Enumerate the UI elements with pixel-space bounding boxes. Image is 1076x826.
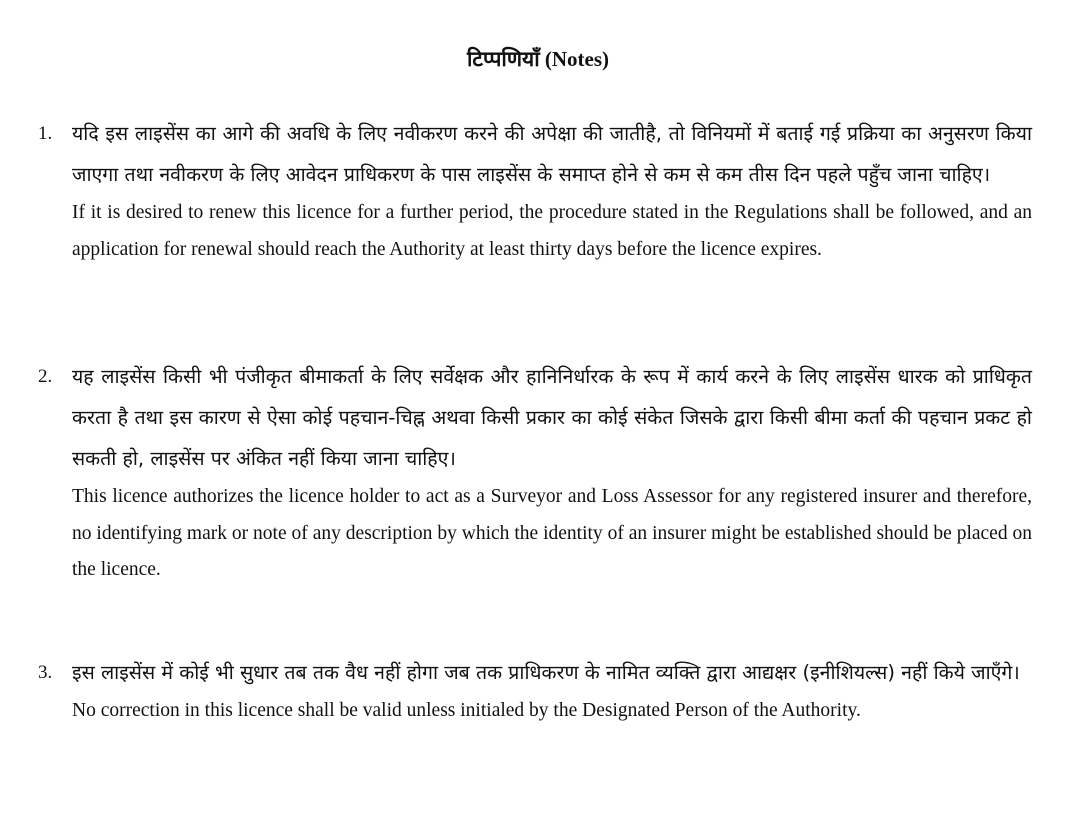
note-number: 2. xyxy=(38,366,53,387)
page-title: टिप्पणियाँ (Notes) xyxy=(466,47,610,71)
note-body xyxy=(72,652,1032,730)
note-number: 1. xyxy=(38,123,53,144)
note-number: 3. xyxy=(38,662,53,683)
note-english-text: No correction in this licence shall be valid unless initialed by the Designated Person of the Authority. xyxy=(72,700,861,721)
note-body xyxy=(72,356,1032,589)
note-english-text: This licence authorizes the licence holder to act as a Surveyor and Loss Assessor for any registered insurer and therefore, no identifying mark or note of any description by which the identity of an insurer might be established should be placed on the licence. xyxy=(72,486,1032,580)
note-hindi-text: यदि इस लाइसेंस का आगे की अवधि के लिए नवीकरण करने की अपेक्षा की जातीहै, तो विनियमों में बताई गई प्रक्रिया का अनुसरण किया जाएगा तथा नवीकरण के लिए आवेदन प्राधिकरण के पास लाइसेंस के समाप्त होने से कम से कम तीस दिन पहले पहुँच जाना चाहिए। xyxy=(72,122,1032,186)
note-english-text: If it is desired to renew this licence for a further period, the procedure stated in the Regulations shall be followed, and an application for renewal should reach the Authority at least thirty days before the licence expires. xyxy=(72,202,1032,260)
note-hindi-text: इस लाइसेंस में कोई भी सुधार तब तक वैध नहीं होगा जब तक प्राधिकरण के नामित व्यक्ति द्वारा आद्यक्षर (इनीशियल्स) नहीं किये जाएँगे। xyxy=(72,661,1020,684)
note-hindi-text: यह लाइसेंस किसी भी पंजीकृत बीमाकर्ता के लिए सर्वेक्षक और हानिनिर्धारक के रूप में कार्य करने के लिए लाइसेंस धारक को प्राधिकृत करता है तथा इस कारण से ऐसा कोई पहचान-चिह्न अथवा किसी प्रकार का कोई संकेत जिसके द्वारा किसी बीमा कर्ता की पहचान प्रकट हो सकती हो, लाइसेंस पर अंकित नहीं किया जाना चाहिए। xyxy=(72,365,1032,470)
note-body xyxy=(72,113,1032,268)
